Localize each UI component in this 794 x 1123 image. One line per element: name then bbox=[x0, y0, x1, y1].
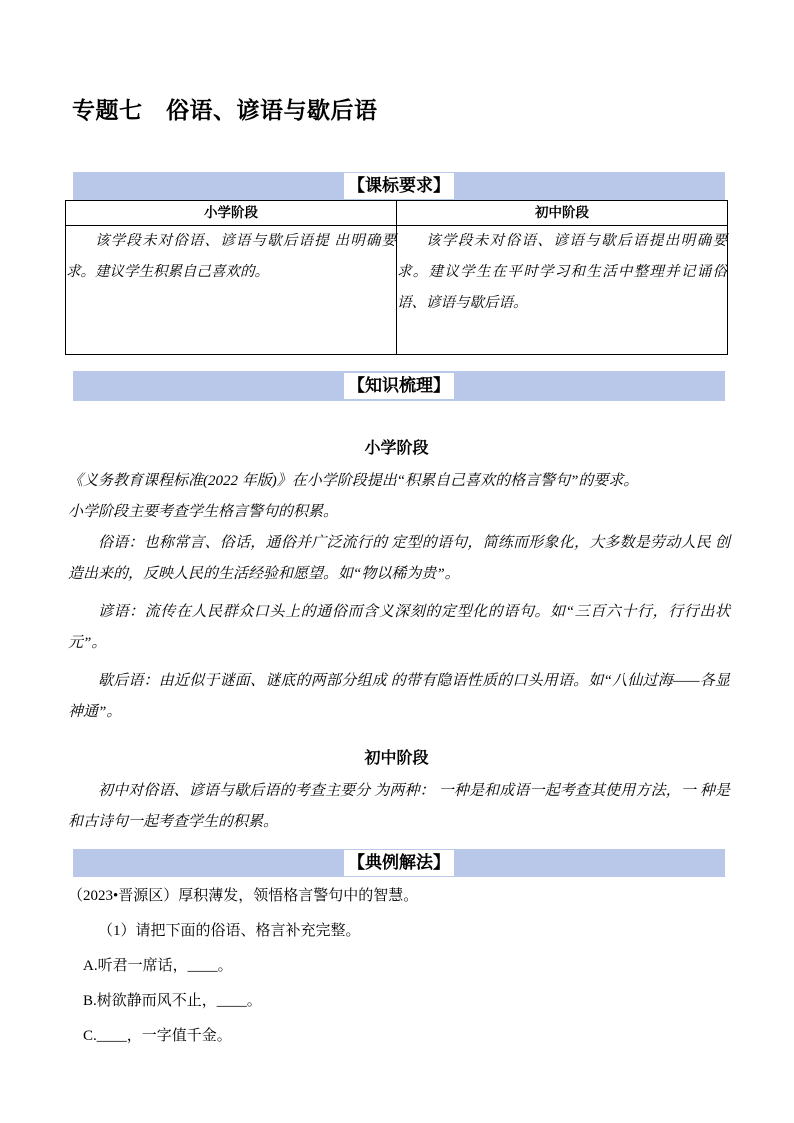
paragraph-text: 俗语：也称常言、俗话，通俗并广泛流行的 定型的语句，简练而形象化，大多数是劳动人民 创造出来的，反映人民的生活经验和愿望。如“物以稀为贵”。 bbox=[68, 535, 730, 582]
paragraph-text: 歇后语：由近似于谜面、谜底的两部分组成 的带有隐语性质的口头用语。如“八仙过海——各显神通”。 bbox=[68, 673, 730, 720]
paragraph-line: 《义务教育课程标准(2022 年版)》在小学阶段提出“积累自己喜欢的格言警句”的要求。 bbox=[68, 473, 639, 489]
paragraph-yanyu-definition bbox=[68, 597, 730, 659]
section-banner-knowledge-review bbox=[73, 371, 725, 401]
example-option-text: B.树欲静而风不止，____。 bbox=[83, 993, 262, 1009]
table-cell-junior-text: 该学段未对俗语、谚语与歇后语提出明确要求。建议学生在平时学习和生活中整理并记诵俗语、谚语与歇后语。 bbox=[397, 233, 727, 311]
section-banner-example-methods bbox=[73, 849, 725, 877]
paragraph-xiehouyu-definition bbox=[68, 666, 730, 728]
requirements-table bbox=[65, 200, 728, 355]
table-cell-primary-text: 该学段未对俗语、谚语与歇后语提 出明确要求。建议学生积累自己喜欢的。 bbox=[66, 233, 396, 280]
section-banner-label: 【知识梳理】 bbox=[344, 373, 454, 399]
example-stem bbox=[68, 881, 730, 912]
paragraph-text: 谚语：流传在人民群众口头上的通俗而含义深刻的定型化的语句。如“三百六十行，行行出状元”。 bbox=[68, 604, 730, 651]
example-stem-text: （2023•晋源区）厚积薄发，领悟格言警句中的智慧。 bbox=[68, 888, 419, 904]
paragraph-junior-stage-body bbox=[68, 776, 730, 838]
table-header-row bbox=[66, 201, 728, 226]
table-cell-junior-stage bbox=[397, 226, 728, 355]
paragraph-line: 小学阶段主要考查学生格言警句的积累。 bbox=[68, 504, 339, 520]
section-banner-label: 【课标要求】 bbox=[344, 173, 454, 199]
paragraph-primary-intro bbox=[68, 466, 730, 528]
section-banner-label: 【典例解法】 bbox=[344, 850, 454, 876]
subheading-primary-stage: 小学阶段 bbox=[364, 438, 429, 457]
example-option-text: A.听君一席话，____。 bbox=[83, 958, 233, 974]
example-option-b bbox=[68, 986, 730, 1017]
example-option-c bbox=[68, 1021, 730, 1052]
table-header-junior-stage: 初中阶段 bbox=[397, 201, 728, 226]
subheading-junior-stage: 初中阶段 bbox=[364, 748, 429, 767]
page-title: 专题七 俗语、谚语与歇后语 bbox=[72, 98, 378, 124]
paragraph-suyu-definition bbox=[68, 528, 730, 590]
example-option-a bbox=[68, 951, 730, 982]
table-row bbox=[66, 226, 728, 355]
example-question-text: （1）请把下面的俗语、格言补充完整。 bbox=[98, 923, 361, 939]
example-option-text: C.____，一字值千金。 bbox=[83, 1028, 232, 1044]
paragraph-text: 初中对俗语、谚语与歇后语的考查主要分 为两种： 一种是和成语一起考查其使用方法，一 种是和古诗句一起考查学生的积累。 bbox=[68, 783, 730, 830]
table-cell-primary-stage bbox=[66, 226, 397, 355]
table-header-primary-stage: 小学阶段 bbox=[66, 201, 397, 226]
example-question-1 bbox=[68, 916, 730, 947]
section-banner-curriculum-requirements bbox=[73, 172, 725, 200]
